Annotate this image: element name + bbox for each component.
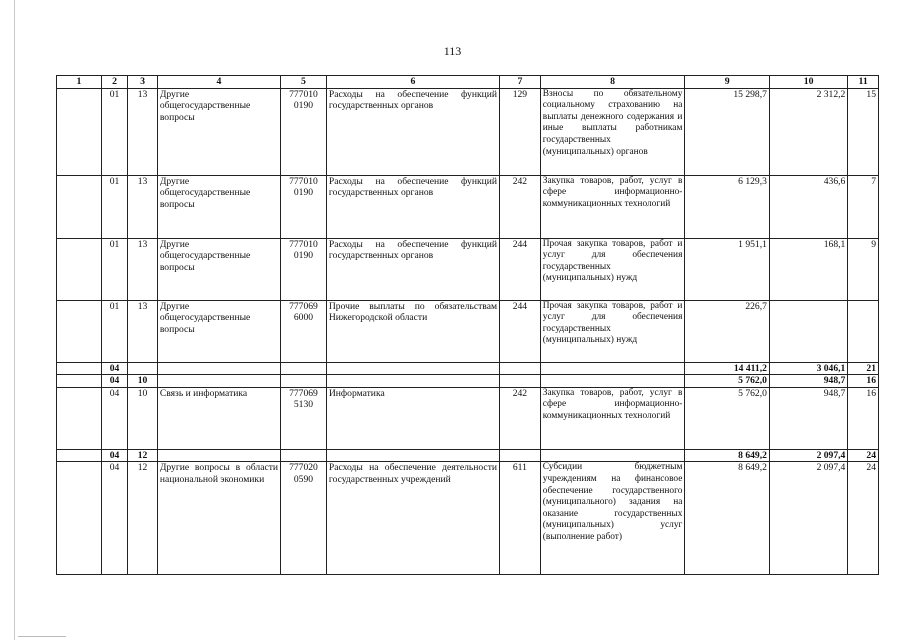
table-row bbox=[57, 175, 879, 238]
cell-percent: 16 bbox=[848, 375, 879, 388]
cell-section: 01 bbox=[101, 175, 127, 238]
cell-subsection: 13 bbox=[128, 300, 158, 362]
cell-expense-name: Субсидии бюджетным учреждениям на финансовое обеспечение государственного (муниципального) задания на оказание государственных (муниципальных) услуг (выполнение работ) bbox=[540, 462, 685, 575]
cell-section-name: Другие вопросы в области национальной экономики bbox=[157, 462, 280, 575]
cell-percent: 24 bbox=[848, 449, 879, 462]
page-margin-line bbox=[14, 0, 15, 640]
cell-executed bbox=[769, 300, 847, 362]
cell-percent: 7 bbox=[848, 175, 879, 238]
cell-executed: 948,7 bbox=[769, 387, 847, 449]
cell-percent: 24 bbox=[848, 462, 879, 575]
cell-target-code: 777020 0590 bbox=[281, 462, 327, 575]
cell-col1 bbox=[57, 238, 102, 300]
cell-target-code: 777069 5130 bbox=[281, 387, 327, 449]
cell-subsection: 10 bbox=[128, 375, 158, 388]
cell-target-code bbox=[281, 362, 327, 375]
cell-section-name: Другие общегосударственные вопросы bbox=[157, 88, 280, 175]
cell-target-code: 777010 0190 bbox=[281, 175, 327, 238]
cell-percent: 15 bbox=[848, 88, 879, 175]
column-header: 6 bbox=[326, 76, 499, 89]
cell-section-name bbox=[157, 362, 280, 375]
cell-subsection: 12 bbox=[128, 449, 158, 462]
cell-executed: 2 312,2 bbox=[769, 88, 847, 175]
cell-target-code bbox=[281, 449, 327, 462]
cell-percent: 16 bbox=[848, 387, 879, 449]
cell-col1 bbox=[57, 300, 102, 362]
cell-expense-name: Прочая закупка товаров, работ и услуг для обеспечения государственных (муниципальных) нужд bbox=[540, 238, 685, 300]
cell-amount: 15 298,7 bbox=[685, 88, 770, 175]
cell-expense-name: Взносы по обязательному социальному страхованию на выплаты денежного содержания и иные выплаты работникам государственных (муниципальных) органов bbox=[540, 88, 685, 175]
cell-executed: 2 097,4 bbox=[769, 462, 847, 575]
column-header: 11 bbox=[848, 76, 879, 89]
cell-section: 01 bbox=[101, 300, 127, 362]
cell-target-name: Расходы на обеспечение функций государственных органов bbox=[326, 88, 499, 175]
cell-expense-type: 244 bbox=[500, 238, 541, 300]
cell-expense-type bbox=[500, 362, 541, 375]
cell-col1 bbox=[57, 387, 102, 449]
cell-target-code: 777069 6000 bbox=[281, 300, 327, 362]
subtotal-row bbox=[57, 362, 879, 375]
cell-expense-type: 129 bbox=[500, 88, 541, 175]
cell-expense-name: Закупка товаров, работ, услуг в сфере информационно-коммуникационных технологий bbox=[540, 387, 685, 449]
column-header: 3 bbox=[128, 76, 158, 89]
table-row bbox=[57, 88, 879, 175]
cell-amount: 5 762,0 bbox=[685, 375, 770, 388]
column-header: 1 bbox=[57, 76, 102, 89]
cell-expense-name bbox=[540, 449, 685, 462]
cell-target-name: Прочие выплаты по обязательствам Нижегородской области bbox=[326, 300, 499, 362]
cell-amount: 5 762,0 bbox=[685, 387, 770, 449]
cell-section: 04 bbox=[101, 449, 127, 462]
cell-target-name bbox=[326, 449, 499, 462]
cell-section-name: Другие общегосударственные вопросы bbox=[157, 300, 280, 362]
table-row bbox=[57, 300, 879, 362]
cell-expense-type: 611 bbox=[500, 462, 541, 575]
page-number: 113 bbox=[443, 44, 462, 58]
column-header: 4 bbox=[157, 76, 280, 89]
cell-amount: 6 129,3 bbox=[685, 175, 770, 238]
cell-amount: 8 649,2 bbox=[685, 449, 770, 462]
cell-expense-type: 242 bbox=[500, 175, 541, 238]
cell-expense-name bbox=[540, 375, 685, 388]
table-row bbox=[57, 462, 879, 575]
cell-executed: 3 046,1 bbox=[769, 362, 847, 375]
cell-col1 bbox=[57, 175, 102, 238]
table-row bbox=[57, 238, 879, 300]
cell-executed: 948,7 bbox=[769, 375, 847, 388]
cell-subsection bbox=[128, 362, 158, 375]
cell-amount: 8 649,2 bbox=[685, 462, 770, 575]
cell-subsection: 12 bbox=[128, 462, 158, 575]
cell-col1 bbox=[57, 362, 102, 375]
cell-subsection: 13 bbox=[128, 88, 158, 175]
cell-section: 04 bbox=[101, 375, 127, 388]
column-header: 2 bbox=[101, 76, 127, 89]
cell-section: 04 bbox=[101, 462, 127, 575]
cell-percent: 9 bbox=[848, 238, 879, 300]
cell-target-name: Расходы на обеспечение функций государственных органов bbox=[326, 238, 499, 300]
cell-subsection: 13 bbox=[128, 175, 158, 238]
cell-percent: 21 bbox=[848, 362, 879, 375]
cell-col1 bbox=[57, 375, 102, 388]
cell-section: 04 bbox=[101, 362, 127, 375]
cell-expense-name: Закупка товаров, работ, услуг в сфере информационно-коммуникационных технологий bbox=[540, 175, 685, 238]
cell-executed: 436,6 bbox=[769, 175, 847, 238]
cell-expense-name bbox=[540, 362, 685, 375]
cell-target-name bbox=[326, 375, 499, 388]
cell-expense-type: 242 bbox=[500, 387, 541, 449]
cell-target-code: 777010 0190 bbox=[281, 238, 327, 300]
scan-mark bbox=[18, 636, 66, 637]
cell-percent bbox=[848, 300, 879, 362]
budget-table bbox=[56, 75, 879, 575]
cell-target-name: Расходы на обеспечение функций государственных органов bbox=[326, 175, 499, 238]
cell-target-name: Информатика bbox=[326, 387, 499, 449]
cell-section-name: Другие общегосударственные вопросы bbox=[157, 175, 280, 238]
cell-subsection: 13 bbox=[128, 238, 158, 300]
column-header: 7 bbox=[500, 76, 541, 89]
cell-target-code: 777010 0190 bbox=[281, 88, 327, 175]
cell-expense-type bbox=[500, 449, 541, 462]
cell-amount: 14 411,2 bbox=[685, 362, 770, 375]
cell-section-name: Связь и информатика bbox=[157, 387, 280, 449]
table-header-row bbox=[57, 76, 879, 89]
column-header: 8 bbox=[540, 76, 685, 89]
column-header: 10 bbox=[769, 76, 847, 89]
cell-section-name bbox=[157, 449, 280, 462]
cell-amount: 226,7 bbox=[685, 300, 770, 362]
cell-executed: 2 097,4 bbox=[769, 449, 847, 462]
cell-section: 01 bbox=[101, 238, 127, 300]
cell-subsection: 10 bbox=[128, 387, 158, 449]
table-row bbox=[57, 387, 879, 449]
cell-col1 bbox=[57, 449, 102, 462]
cell-target-name bbox=[326, 362, 499, 375]
cell-target-name: Расходы на обеспечение деятельности государственных учреждений bbox=[326, 462, 499, 575]
cell-section-name: Другие общегосударственные вопросы bbox=[157, 238, 280, 300]
cell-section: 04 bbox=[101, 387, 127, 449]
column-header: 5 bbox=[281, 76, 327, 89]
cell-expense-type: 244 bbox=[500, 300, 541, 362]
cell-expense-type bbox=[500, 375, 541, 388]
column-header: 9 bbox=[685, 76, 770, 89]
subtotal-row bbox=[57, 375, 879, 388]
cell-section: 01 bbox=[101, 88, 127, 175]
cell-target-code bbox=[281, 375, 327, 388]
cell-col1 bbox=[57, 88, 102, 175]
cell-executed: 168,1 bbox=[769, 238, 847, 300]
subtotal-row bbox=[57, 449, 879, 462]
cell-col1 bbox=[57, 462, 102, 575]
cell-amount: 1 951,1 bbox=[685, 238, 770, 300]
cell-expense-name: Прочая закупка товаров, работ и услуг для обеспечения государственных (муниципальных) нужд bbox=[540, 300, 685, 362]
cell-section-name bbox=[157, 375, 280, 388]
